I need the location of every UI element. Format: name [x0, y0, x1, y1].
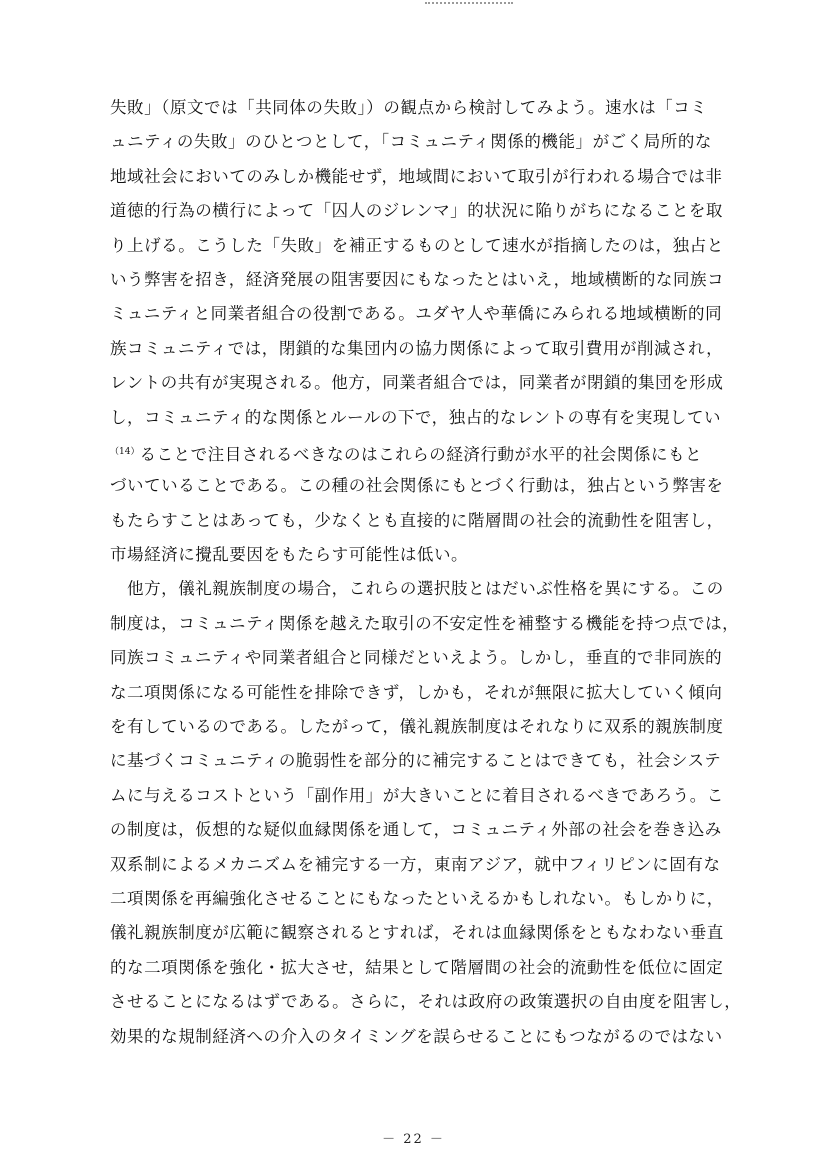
text-line: 他方，儀礼親族制度の場合，これらの選択肢とはだいぶ性格を異にする。この	[110, 579, 724, 599]
text-line: な二項関係になる可能性を排除できず，しかも，それが無限に拡大していく傾向	[110, 682, 723, 702]
text-line: させることになるはずである。さらに，それは政府の政策選択の自由度を阻害し，	[110, 992, 742, 1012]
text-line: ミュニティと同業者組合の役割である。ユダヤ人や華僑にみられる地域横断的同	[110, 304, 723, 324]
text-line: 双系制によるメカニズムを補完する一方，東南アジア，就中フィリピンに固有な	[110, 854, 721, 874]
text-line: を有しているのである。したがって，儀礼親族制度はそれなりに双系的親族制度	[110, 717, 724, 737]
text-line: 地域社会においてのみしか機能せず，地域間において取引が行われる場合では非	[110, 166, 723, 186]
text-line: 的な二項関係を強化・拡大させ，結果として階層間の社会的流動性を低位に固定	[110, 957, 724, 977]
text-line: 効果的な規制経済への介入のタイミングを誤らせることにもつながるのではない	[110, 1026, 723, 1046]
text-line: 族コミュニティでは，閉鎖的な集団内の協力関係によって取引費用が削減され，	[110, 338, 724, 358]
text-line: 同族コミュニティや同業者組合と同様だといえよう。しかし，垂直的で非同族的	[110, 648, 723, 668]
text-line: ュニティの失敗」のひとつとして，「コミュニティ関係的機能」がごく局所的な	[110, 132, 712, 152]
text-line: 制度は，コミュニティ関係を越えた取引の不安定性を補整する機能を持つ点では，	[110, 613, 740, 633]
page-number: － 22 －	[382, 1132, 445, 1147]
text-line: 道徳的行為の横行によって「囚人のジレンマ」的状況に陥りがちになることを取	[110, 201, 723, 221]
text-line: づいていることである。この種の社会関係にもとづく行動は，独占という弊害を	[110, 476, 724, 496]
text-line: ることで注目されるべきなのはこれらの経済行動が水平的社会関係にもと	[139, 444, 703, 464]
text-line: の制度は，仮想的な疑似血縁関係を通して，コミュニティ外部の社会を巻き込み	[110, 820, 722, 840]
text-line: し，コミュニティ的な関係とルールの下で，独占的なレントの専有を実現してい	[110, 407, 722, 427]
text-line: に基づくコミュニティの脆弱性を部分的に補完することはできても，社会システ	[110, 751, 722, 771]
text-line: 失敗」（原文では「共同体の失敗」）の観点から検討してみよう。速水は「コミ	[110, 98, 708, 117]
text-line: いう弊害を招き，経済発展の阻害要因にもなったとはいえ，地域横断的な同族コ	[110, 269, 725, 289]
text-line: レントの共有が実現される。他方，同業者組合では，同業者が閉鎖的集団を形成	[110, 373, 724, 393]
scan-artifact	[425, 2, 513, 8]
text-line: 市場経済に攪乱要因をもたらす可能性は低い。	[110, 545, 469, 565]
text-line: もたらすことはあっても，少なくとも直接的に階層間の社会的流動性を阻害し，	[110, 510, 724, 530]
text-line: 儀礼親族制度が広範に観察されるとすれば，それは血縁関係をともなわない垂直	[110, 923, 724, 943]
text-line: 二項関係を再編強化させることにもなったといえるかもしれない。もしかりに，	[110, 888, 724, 908]
footnote-reference: （14）	[110, 446, 140, 457]
text-line-with-footnote	[110, 435, 770, 469]
text-line: ムに与えるコストという「副作用」が大きいことに着目されるべきであろう。こ	[110, 785, 724, 805]
body-text	[110, 91, 770, 1054]
text-line: り上げる。こうした「失敗」を補正するものとして速水が指摘したのは，独占と	[110, 235, 724, 255]
